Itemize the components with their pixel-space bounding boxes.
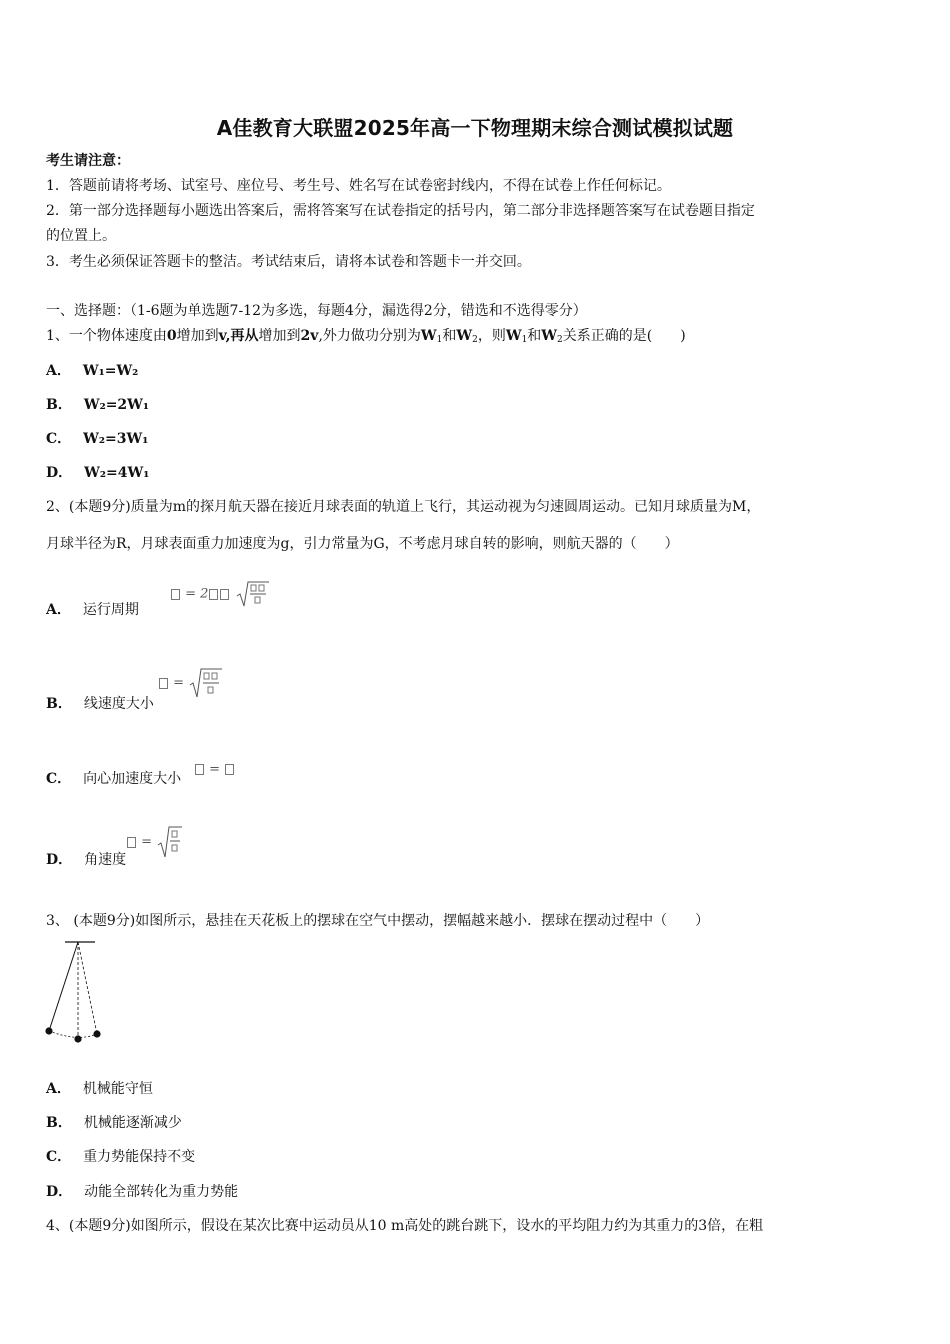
pendulum-ball bbox=[74, 1035, 81, 1042]
question-2-option-d[interactable]: D． 角速度 bbox=[46, 852, 127, 868]
question-2-option-a[interactable]: A． 运行周期 bbox=[46, 602, 139, 618]
formula-period: = 2 bbox=[170, 580, 269, 608]
formula-acceleration: = bbox=[194, 762, 235, 777]
pendulum-diagram bbox=[40, 938, 110, 1046]
question-2-option-c[interactable]: C． 向心加速度大小 bbox=[46, 771, 182, 787]
question-2-stem-line1: 2、(本题9分)质量为m的探月航天器在接近月球表面的轨道上飞行，其运动视为匀速圆周运动。已知月球质量为M， bbox=[46, 499, 761, 515]
section-heading: 一、选择题：（1-6题为单选题7-12为多选，每题4分，漏选得2分，错选和不选得零分） bbox=[46, 303, 587, 319]
formula-velocity: = bbox=[158, 667, 222, 699]
question-4-stem: 4、(本题9分)如图所示，假设在某次比赛中运动员从10 m高处的跳台跳下，设水的平均阻力约为其重力的3倍，在粗 bbox=[46, 1218, 764, 1234]
notice-item: 2．第一部分选择题每小题选出答案后，需将答案写在试卷指定的括号内，第二部分非选择题答案写在试卷题目指定 bbox=[46, 203, 755, 219]
pendulum-string-right bbox=[78, 942, 97, 1034]
question-1-option-a[interactable]: A． W₁=W₂ bbox=[46, 363, 139, 379]
notice-item: 的位置上。 bbox=[46, 228, 116, 244]
sqrt-symbol-icon bbox=[156, 825, 182, 859]
question-2-option-b[interactable]: B． 线速度大小 bbox=[46, 696, 154, 712]
question-1-option-c[interactable]: C． W₂=3W₁ bbox=[46, 431, 149, 447]
question-3-stem: 3、 (本题9分)如图所示，悬挂在天花板上的摆球在空气中摆动，摆幅越来越小．摆球在摆动过程中（ ） bbox=[46, 913, 710, 929]
pendulum-ball bbox=[45, 1027, 52, 1034]
pendulum-ball bbox=[93, 1030, 100, 1037]
question-3-option-b[interactable]: B． 机械能逐渐减少 bbox=[46, 1115, 182, 1131]
question-2-stem-line2: 月球半径为R，月球表面重力加速度为g，引力常量为G，不考虑月球自转的影响，则航天器的（ ） bbox=[46, 536, 679, 552]
question-3-option-d[interactable]: D． 动能全部转化为重力势能 bbox=[46, 1184, 239, 1200]
sqrt-symbol-icon bbox=[235, 580, 269, 608]
sqrt-symbol-icon bbox=[188, 667, 222, 699]
page-title: A佳教育大联盟2025年高一下物理期末综合测试模拟试题 bbox=[216, 116, 734, 140]
notice-heading: 考生请注意： bbox=[46, 153, 130, 169]
question-1-stem: 1、一个物体速度由0增加到v,再从增加到2v,外力做功分别为$W_1$和$W_2$，则$W_1$和$W_2$关系正确的是( ) bbox=[46, 328, 686, 345]
swing-arc bbox=[49, 1031, 97, 1037]
question-1-option-d[interactable]: D． W₂=4W₁ bbox=[46, 465, 150, 481]
notice-item: 1．答题前请将考场、试室号、座位号、考生号、姓名写在试卷密封线内，不得在试卷上作任何标记。 bbox=[46, 178, 671, 194]
notice-item: 3．考生必须保证答题卡的整洁。考试结束后，请将本试卷和答题卡一并交回。 bbox=[46, 254, 531, 270]
question-1-option-b[interactable]: B． W₂=2W₁ bbox=[46, 397, 150, 413]
pendulum-string-left bbox=[49, 942, 78, 1031]
formula-angular-velocity: = bbox=[126, 825, 182, 859]
question-3-option-a[interactable]: A． 机械能守恒 bbox=[46, 1081, 153, 1097]
question-3-option-c[interactable]: C． 重力势能保持不变 bbox=[46, 1149, 196, 1165]
